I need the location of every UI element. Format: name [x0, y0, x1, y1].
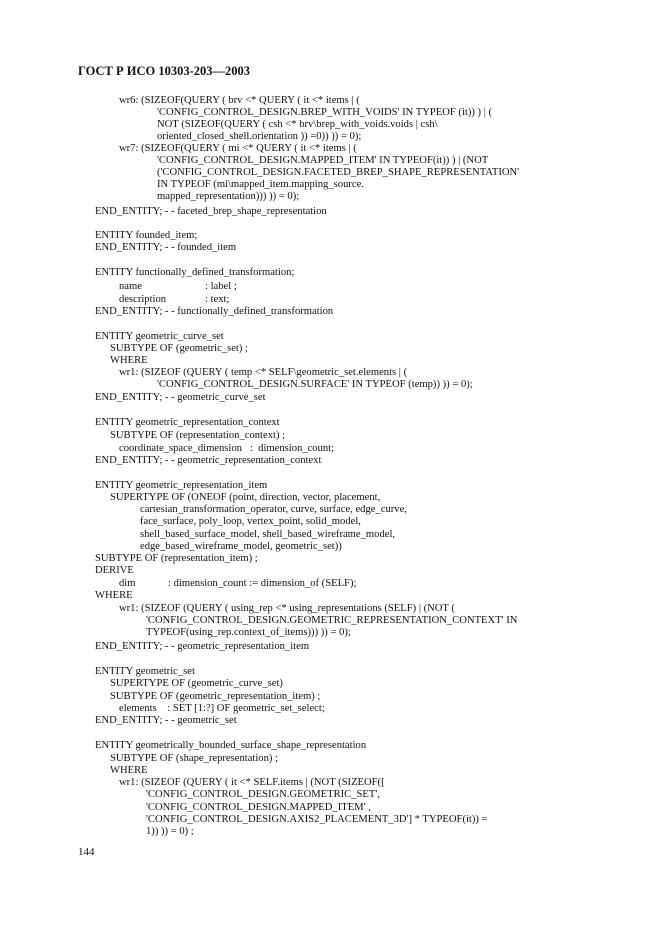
code-line: : label ; — [205, 281, 237, 292]
code-line: WHERE — [110, 765, 148, 776]
code-line: 'CONFIG_CONTROL_DESIGN.MAPPED_ITEM' , — [146, 802, 371, 813]
code-line: 'CONFIG_CONTROL_DESIGN.MAPPED_ITEM' IN TYPEOF(it)) ) | (NOT — [157, 155, 489, 166]
code-line: 'CONFIG_CONTROL_DESIGN.BREP_WITH_VOIDS' IN TYPEOF (it)) ) | ( — [157, 107, 493, 118]
code-line: : text; — [205, 294, 230, 305]
code-line: IN TYPEOF (mi\mapped_item.mapping_source. — [157, 179, 364, 190]
code-line: TYPEOF(using_rep.context_of_items))) )) = 0); — [146, 627, 351, 638]
code-line: END_ENTITY; - - founded_item — [95, 242, 237, 253]
code-line: 'CONFIG_CONTROL_DESIGN.GEOMETRIC_SET', — [146, 789, 380, 800]
code-line: SUPERTYPE OF (ONEOF (point, direction, vector, placement, — [110, 492, 381, 503]
code-line: description — [119, 294, 167, 305]
code-line: END_ENTITY; - - geometric_representation_item — [95, 641, 310, 652]
code-line: wr6: (SIZEOF(QUERY ( brv <* QUERY ( it <* items | ( — [119, 95, 360, 106]
code-line: 1)) )) = 0) ; — [146, 826, 194, 837]
code-line: DERIVE — [95, 565, 134, 576]
code-line: 'CONFIG_CONTROL_DESIGN.GEOMETRIC_REPRESENTATION_CONTEXT' IN — [146, 615, 518, 626]
code-line: : dimension_count := dimension_of (SELF); — [168, 578, 357, 589]
code-line: edge_based_wireframe_model, geometric_set)) — [140, 541, 342, 552]
code-line: shell_based_surface_model, shell_based_wireframe_model, — [140, 529, 396, 540]
code-line: END_ENTITY; - - geometric_representation_context — [95, 455, 322, 466]
code-line: wr1: (SIZEOF (QUERY ( it <* SELF.items | (NOT (SIZEOF([ — [119, 777, 385, 788]
code-line: ENTITY geometric_representation_item — [95, 480, 268, 491]
code-line: wr1: (SIZEOF (QUERY ( using_rep <* using_representations (SELF) | (NOT ( — [119, 603, 455, 614]
code-line: NOT (SIZEOF(QUERY ( csh <* brv\brep_with_voids.voids | csh\ — [157, 119, 438, 130]
code-line: SUBTYPE OF (representation_context) ; — [110, 430, 286, 441]
code-line: SUBTYPE OF (shape_representation) ; — [110, 753, 278, 764]
code-line: coordinate_space_dimension : dimension_count; — [119, 443, 335, 454]
code-line: ENTITY geometrically_bounded_surface_shape_representation — [95, 740, 367, 751]
code-line: oriented_closed_shell.orientation )) =0)) )) = 0); — [157, 131, 362, 142]
code-line: wr1: (SIZEOF (QUERY ( temp <* SELF\geometric_set.elements | ( — [119, 367, 408, 378]
code-line: mapped_representation))) )) = 0); — [157, 191, 300, 202]
code-line: wr7: (SIZEOF(QUERY ( mi <* QUERY ( it <* items | ( — [119, 143, 357, 154]
code-line: 'CONFIG_CONTROL_DESIGN.SURFACE' IN TYPEOF (temp)) )) = 0); — [157, 379, 473, 390]
code-line: ENTITY functionally_defined_transformation; — [95, 267, 295, 278]
code-line: cartesian_transformation_operator, curve, surface, edge_curve, — [140, 504, 407, 515]
document-header: ГОСТ Р ИСО 10303-203—2003 — [78, 64, 251, 78]
code-line: ENTITY geometric_representation_context — [95, 417, 280, 428]
code-line: SUBTYPE OF (geometric_representation_item) ; — [110, 691, 321, 702]
page-number: 144 — [78, 846, 95, 858]
code-line: dim — [119, 578, 136, 589]
code-line: ('CONFIG_CONTROL_DESIGN.FACETED_BREP_SHAPE_REPRESENTATION' — [157, 167, 520, 178]
code-line: 'CONFIG_CONTROL_DESIGN.AXIS2_PLACEMENT_3D'] * TYPEOF(it)) = — [146, 814, 488, 825]
code-line: WHERE — [95, 590, 133, 601]
code-line: elements : SET [1:?] OF geometric_set_select; — [119, 703, 325, 714]
code-line: ENTITY founded_item; — [95, 230, 198, 241]
code-line: END_ENTITY; - - functionally_defined_transformation — [95, 306, 334, 317]
code-line: name — [119, 281, 142, 292]
code-line: WHERE — [110, 355, 148, 366]
code-line: END_ENTITY; - - geometric_curve_set — [95, 392, 266, 403]
code-line: SUPERTYPE OF (geometric_curve_set) — [110, 678, 283, 689]
code-line: ENTITY geometric_curve_set — [95, 331, 224, 342]
code-line: ENTITY geometric_set — [95, 666, 195, 677]
code-line: END_ENTITY; - - geometric_set — [95, 715, 237, 726]
code-line: END_ENTITY; - - faceted_brep_shape_representation — [95, 206, 327, 217]
code-line: SUBTYPE OF (representation_item) ; — [95, 553, 258, 564]
code-line: SUBTYPE OF (geometric_set) ; — [110, 343, 248, 354]
code-line: face_surface, poly_loop, vertex_point, solid_model, — [140, 516, 361, 527]
